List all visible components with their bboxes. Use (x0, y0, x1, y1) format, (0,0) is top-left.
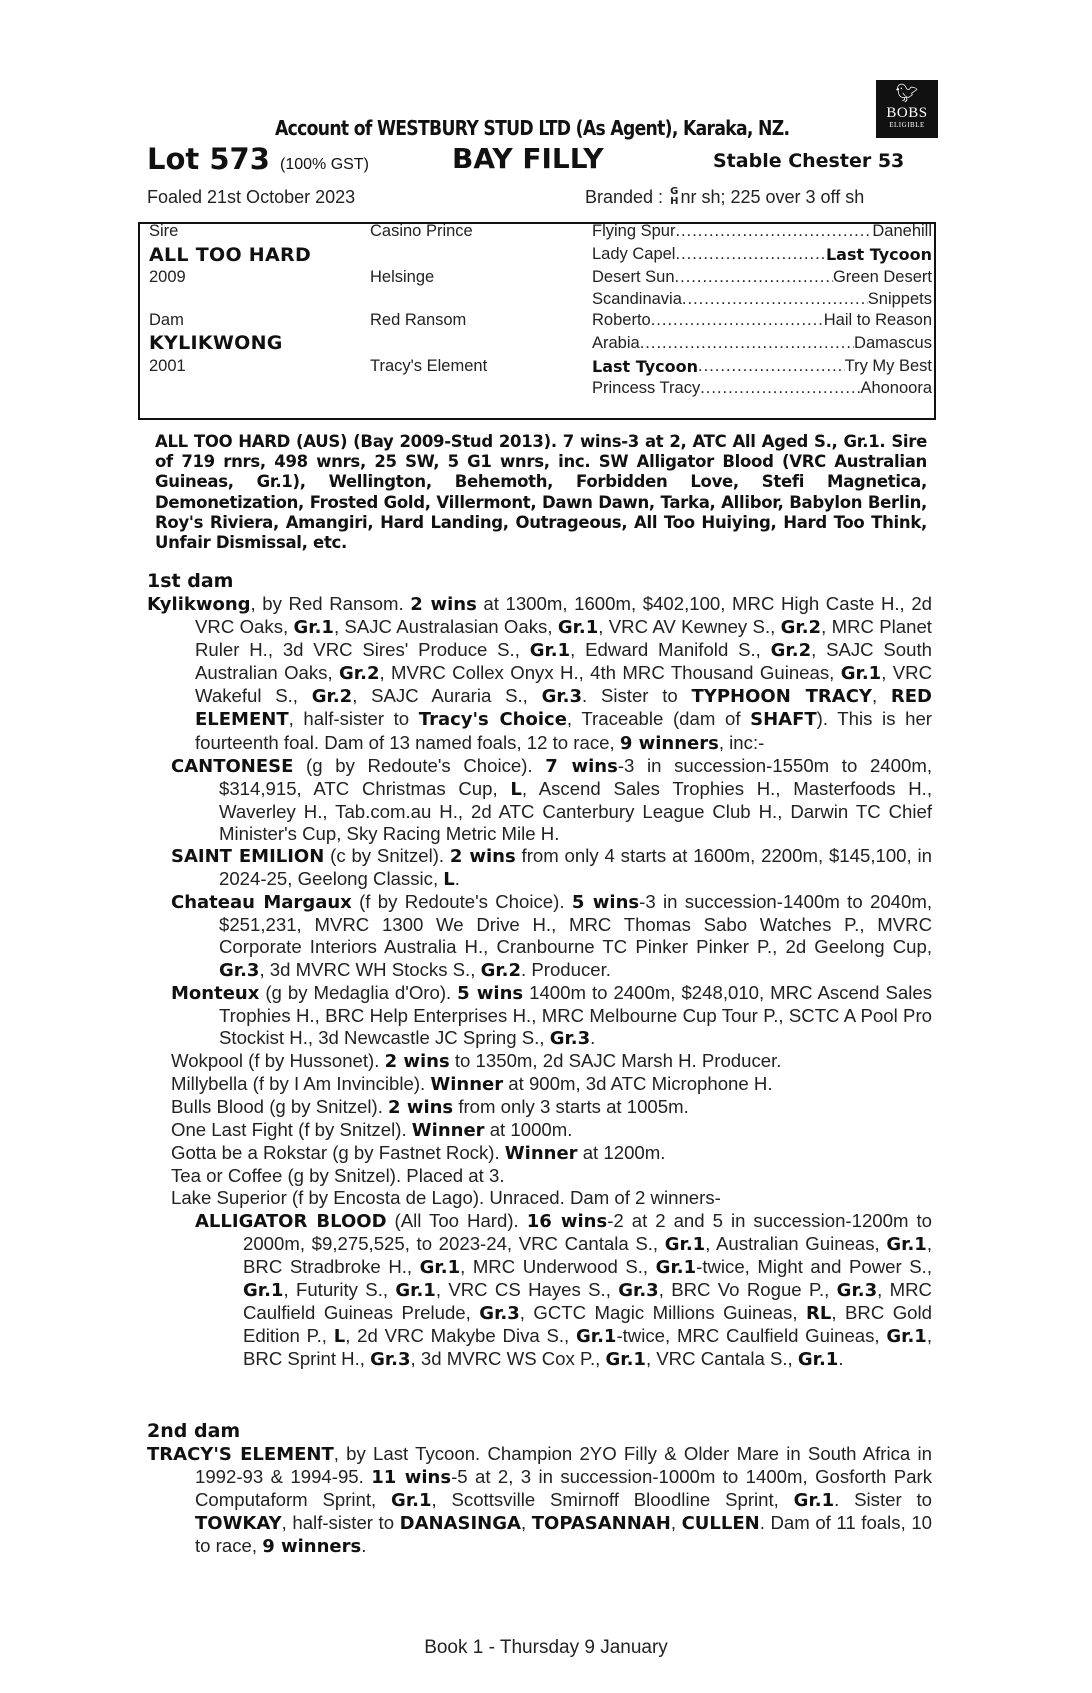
gen3-left: Princess Tracy (592, 379, 701, 397)
dam-dam: Tracy's Element (370, 357, 488, 375)
emphasis-text: Gr.1 (391, 1490, 432, 1512)
emphasis-text: Gr.3 (219, 959, 260, 981)
emphasis-text: Gr.2 (339, 663, 380, 685)
emphasis-text: Gr.1 (605, 1349, 646, 1371)
emphasis-text: DANASINGA (399, 1513, 521, 1535)
dam-name: KYLIKWONG (149, 332, 283, 354)
stable-location: Stable Chester 53 (713, 150, 905, 172)
brand-info (585, 187, 864, 208)
dam-label: Dam (149, 311, 184, 329)
sire-name: ALL TOO HARD (149, 244, 312, 266)
emphasis-text: Gr.2 (311, 686, 353, 708)
gen3-row (592, 268, 932, 287)
emphasis-text: Winner (430, 1073, 504, 1095)
emphasis-text: Winner (411, 1120, 485, 1142)
emphasis-text: Gr.1 (797, 1349, 839, 1371)
emphasis-text: RED ELEMENT (195, 686, 932, 731)
emphasis-text: 16 wins (526, 1210, 608, 1232)
minor-progeny: Wokpool (f by Hussonet). 2 wins to 1350m, 2d SAJC Marsh H. Producer. (171, 1049, 782, 1072)
sire-summary: ALL TOO HARD (AUS) (Bay 2009-Stud 2013). 7 wins-3 at 2, ATC All Aged S., Gr.1. Sire of 719 rnrs, 498 wnrs, 25 SW, 5 G1 wnrs, inc. SW Alligator Blood (VRC Australian Guineas, Gr.1), Wellington, Behemoth, Forbidden Love, Stefi Magnetica, Demonetization, Frosted Gold, Villermont, Dawn Dawn, Tarka, Allibor, Babylon Berlin, Roy's Riviera, Amangiri, Hard Landing, Outrageous, All Too Huiying, Hard Too Think, Unfair Dismissal, etc. (155, 432, 927, 553)
minor-progeny: One Last Fight (f by Snitzel). Winner at 1000m. (171, 1119, 573, 1142)
progeny-entry (147, 982, 932, 1050)
progeny-entry (147, 755, 932, 845)
emphasis-text: 2 wins (388, 1097, 454, 1119)
lot-label: Lot 573 (147, 142, 270, 176)
emphasis-text: Gr.1 (793, 1490, 835, 1512)
gen3-right: Danehill (872, 222, 932, 240)
emphasis-text: TOWKAY (195, 1513, 282, 1535)
progeny-text: (g by Redoute's Choice). 7 wins-3 in succession-1550m to 2400m, $314,915, ATC Christmas Cup, L, Ascend Sales Trophies H., Masterfoods H., Waverley H., Tab.com.au H., 2d ATC Canterbury League Club H., Darwin TC Chief Minister's Cup, Sky Racing Metric Mile H. (219, 754, 933, 844)
minor-progeny: Lake Superior (f by Encosta de Lago). Unraced. Dam of 2 winners- (171, 1187, 721, 1209)
emphasis-text: 5 wins (457, 982, 524, 1004)
emphasis-text: Gr.1 (243, 1279, 284, 1301)
emphasis-text: Gr.1 (664, 1233, 706, 1255)
brand-mark (670, 187, 678, 207)
progeny-entry (147, 845, 932, 891)
grand-progeny-entry (147, 1210, 932, 1372)
gen3-row (592, 334, 932, 353)
grand-progeny-name: ALLIGATOR BLOOD (195, 1210, 387, 1232)
minor-progeny: Millybella (f by I Am Invincible). Winner at 900m, 3d ATC Microphone H. (171, 1072, 773, 1095)
emphasis-text: 2 wins (449, 846, 516, 868)
emphasis-text: Gr.1 (886, 1326, 927, 1347)
gen3-right: Last Tycoon (825, 245, 932, 264)
first-dam-text: , by Red Ransom. 2 wins at 1300m, 1600m, $402,100, MRC High Caste H., 2d VRC Oaks, Gr.1, SAJC Australasian Oaks, Gr.1, VRC AV Kewney S., Gr.2, MRC Planet Ruler H., 3d VRC Sires' Produce S., Gr.1, Edward Manifold S., Gr.2, SAJC South Australian Oaks, Gr.2, MVRC Collex Onyx H., 4th MRC Thousand Guineas, Gr.1, VRC Wakeful S., Gr.2, SAJC Auraria S., Gr.3. Sister to TYPHOON TRACY, RED ELEMENT, half-sister to Tracy's Choice, Traceable (dam of SHAFT). This is her fourteenth foal. Dam of 13 named foals, 12 to race, 9 winners, inc:- (195, 593, 933, 754)
gen3-row (592, 311, 932, 330)
emphasis-text: SHAFT (750, 709, 817, 731)
gen3-right: Green Desert (832, 268, 932, 286)
dam-year: 2001 (149, 357, 186, 375)
progeny-text: (g by Medaglia d'Oro). 5 wins 1400m to 2400m, $248,010, MRC Ascend Sales Trophies H., BRC Help Enterprises H., MRC Melbourne Cup Tour P., SCTC A Pool Pro Stockist H., 3d Newcastle JC Spring S., Gr.3. (219, 981, 933, 1049)
sire-year: 2009 (149, 268, 186, 286)
emphasis-text: 11 wins (371, 1467, 452, 1489)
bobs-eligible-logo (876, 80, 938, 138)
second-dam-paragraph (147, 1443, 932, 1558)
emphasis-text: Gr.2 (770, 640, 812, 662)
emphasis-text: 9 winners (262, 1536, 362, 1558)
brand-bottom: H (670, 196, 679, 207)
emphasis-text: Gr.1 (655, 1256, 697, 1278)
gen3-left: Arabia (592, 334, 640, 352)
gen3-right: Try My Best (844, 357, 932, 375)
emphasis-text: Gr.2 (780, 617, 822, 639)
emphasis-text: CULLEN (681, 1513, 760, 1535)
progeny-name: SAINT EMILION (171, 846, 325, 868)
progeny-text: (c by Snitzel). 2 wins from only 4 starts at 1600m, 2200m, $145,100, in 2024-25, Geelong Classic, L. (219, 845, 932, 891)
second-dam-section (147, 1443, 932, 1558)
page-footer: Book 1 - Thursday 9 January (424, 1637, 668, 1658)
lot-number (147, 142, 369, 176)
second-dam-name: TRACY'S ELEMENT (147, 1444, 334, 1465)
gen3-left: Roberto (592, 311, 651, 329)
progeny-entry (147, 891, 932, 981)
gen3-row (592, 379, 932, 398)
emphasis-text: Gr.1 (557, 617, 599, 639)
gen3-left: Desert Sun (592, 268, 675, 286)
minor-progeny: Gotta be a Rokstar (g by Fastnet Rock). Winner at 1200m. (171, 1142, 666, 1165)
emphasis-text: Gr.3 (549, 1027, 591, 1049)
emphasis-text: 2 wins (384, 1050, 450, 1072)
first-dam-name: Kylikwong (147, 594, 251, 615)
emphasis-text: Gr.1 (395, 1279, 436, 1301)
brand-top: G (670, 186, 679, 197)
gen3-right: Hail to Reason (823, 311, 932, 329)
gen3-left: Last Tycoon (592, 357, 699, 376)
emphasis-text: Gr.1 (886, 1233, 927, 1255)
sire-label: Sire (149, 222, 179, 240)
gen3-row (592, 222, 932, 241)
emphasis-text: Gr.1 (419, 1256, 461, 1278)
emphasis-text: Gr.3 (479, 1302, 520, 1324)
gen3-row (592, 357, 932, 376)
page-title: BAY FILLY (452, 142, 604, 175)
emphasis-text: L (510, 778, 522, 800)
gen3-right: Snippets (867, 290, 932, 308)
sire-sire: Casino Prince (370, 222, 473, 240)
second-dam-heading: 2nd dam (147, 1420, 241, 1442)
dam-sire: Red Ransom (370, 311, 467, 329)
progeny-name: Chateau Margaux (171, 892, 352, 914)
emphasis-text: Gr.1 (529, 640, 571, 662)
emphasis-text: Tracy's Choice (418, 709, 567, 731)
gen3-right: Ahonoora (860, 379, 932, 397)
gen3-row (592, 245, 932, 264)
emphasis-text: L (333, 1326, 346, 1347)
emphasis-text: Gr.3 (618, 1279, 659, 1301)
branded-label: Branded : (585, 187, 664, 207)
emphasis-text: 7 wins (545, 755, 618, 777)
gst-note: (100% GST) (280, 156, 369, 173)
grand-progeny-text: (All Too Hard). 16 wins-2 at 2 and 5 in succession-1200m to 2000m, $9,275,525, to 2023-24, VRC Cantala S., Gr.1, Australian Guineas, Gr.1, BRC Stradbroke H., Gr.1, MRC Underwood S., Gr.1-twice, Might and Power S., Gr.1, Futurity S., Gr.1, VRC CS Hayes S., Gr.3, BRC Vo Rogue P., Gr.3, MRC Caulfield Guineas Prelude, Gr.3, GCTC Magic Millions Guineas, RL, BRC Gold Edition P., L, 2d VRC Makybe Diva S., Gr.1-twice, MRC Caulfield Guineas, Gr.1, BRC Sprint H., Gr.3, 3d MVRC WS Cox P., Gr.1, VRC Cantala S., Gr.1. (243, 1209, 932, 1371)
sire-dam: Helsinge (370, 268, 435, 286)
foaled-date: Foaled 21st October 2023 (147, 187, 356, 207)
emphasis-text: Gr.3 (836, 1279, 878, 1301)
minor-progeny: Bulls Blood (g by Snitzel). 2 wins from only 3 starts at 1005m. (171, 1096, 689, 1119)
second-dam-text: , by Last Tycoon. Champion 2YO Filly & Older Mare in South Africa in 1992-93 & 1994-95. 11 wins-5 at 2, 3 in succession-1000m to 1400m, Gosforth Park Computaform Sprint, Gr.1, Scottsville Smirnoff Bloodline Sprint, Gr.1. Sister to TOWKAY, half-sister to DANASINGA, TOPASANNAH, CULLEN. Dam of 11 foals, 10 to race, 9 winners. (195, 1443, 933, 1558)
emphasis-text: 2 wins (410, 594, 477, 615)
first-dam-section (147, 593, 932, 1371)
first-dam-paragraph (147, 593, 932, 755)
gen3-left: Scandinavia (592, 290, 682, 308)
brand-description: nr sh; 225 over 3 off sh (680, 187, 865, 207)
emphasis-text: RL (806, 1302, 832, 1324)
emphasis-text: Gr.1 (840, 663, 882, 685)
emphasis-text: Gr.3 (541, 686, 583, 708)
gen3-row (592, 290, 932, 309)
vendor-account: Account of WESTBURY STUD LTD (As Agent), Karaka, NZ. (275, 116, 790, 140)
minor-progeny: Tea or Coffee (g by Snitzel). Placed at 3. (171, 1165, 505, 1187)
logo-text: BOBS (886, 105, 928, 121)
progeny-name: CANTONESE (171, 755, 294, 777)
emphasis-text: L (443, 869, 455, 891)
bird-icon: 🐦︎ (895, 83, 919, 103)
emphasis-text: Gr.2 (480, 959, 522, 981)
emphasis-text: 5 wins (571, 892, 640, 914)
pedigree-table (138, 222, 936, 420)
emphasis-text: TYPHOON TRACY (691, 686, 872, 708)
progeny-name: Monteux (171, 982, 260, 1004)
emphasis-text: Gr.3 (370, 1349, 411, 1371)
gen3-left: Flying Spur (592, 222, 676, 240)
emphasis-text: Gr.1 (293, 617, 334, 639)
progeny-text: (f by Redoute's Choice). 5 wins-3 in succession-1400m to 2040m, $251,231, MVRC 1300 We Drive H., MRC Thomas Sabo Watches P., MVRC Corporate Interiors Australia H., Cranbourne TC Pinker Pinker P., 2d Geelong Cup, Gr.3, 3d MVRC WH Stocks S., Gr.2. Producer. (219, 891, 933, 981)
emphasis-text: TOPASANNAH (531, 1513, 671, 1535)
gen3-right: Damascus (854, 334, 932, 352)
emphasis-text: Winner (504, 1143, 578, 1165)
first-dam-heading: 1st dam (147, 570, 234, 592)
logo-subtext: ELIGIBLE (889, 121, 925, 129)
gen3-left: Lady Capel (592, 245, 676, 263)
emphasis-text: Gr.1 (576, 1326, 617, 1347)
emphasis-text: 9 winners (619, 732, 719, 754)
